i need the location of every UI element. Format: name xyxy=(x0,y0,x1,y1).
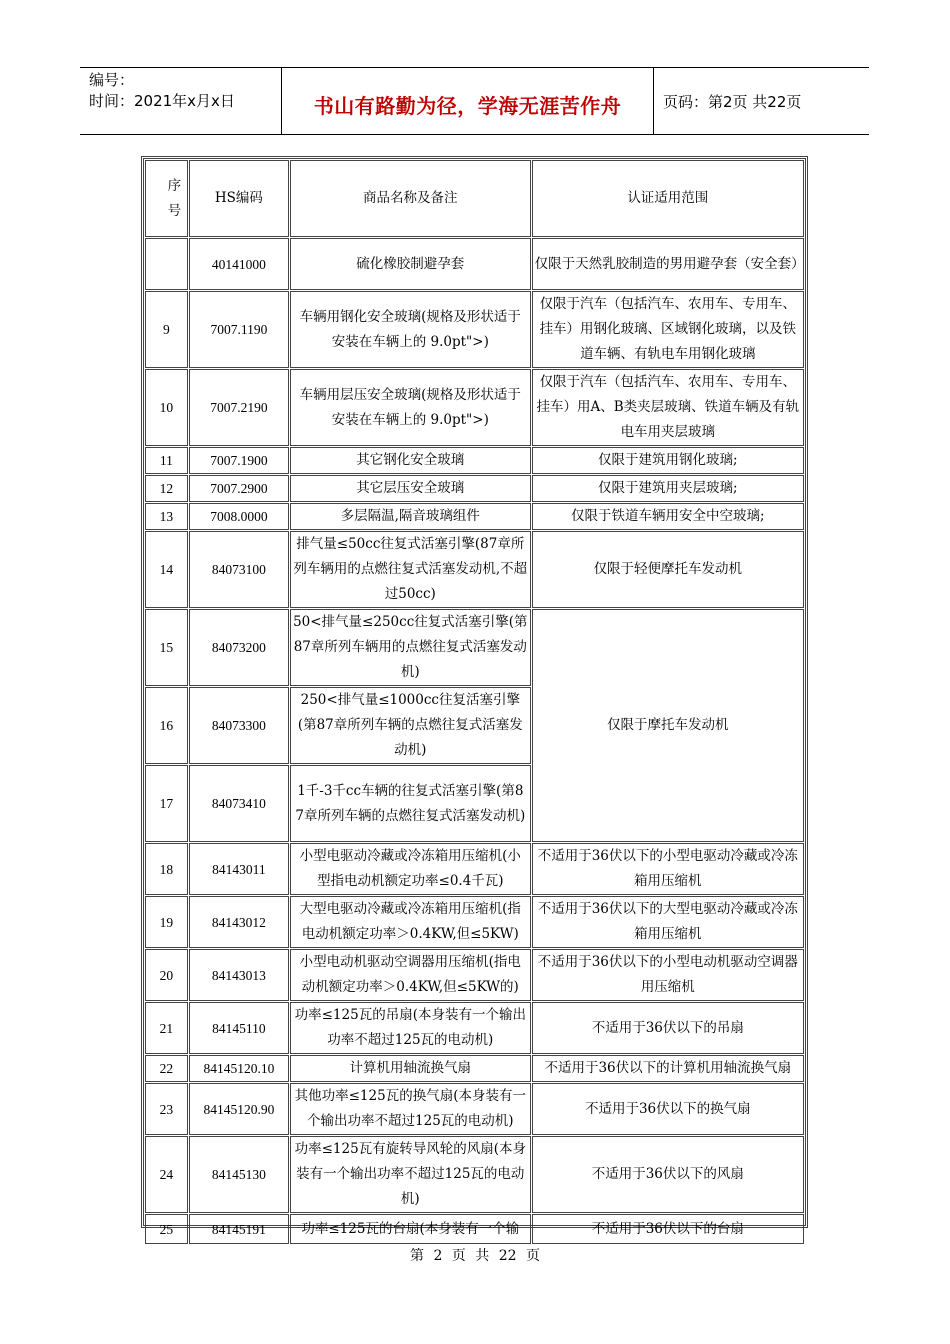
document-number-label: 编号： xyxy=(89,71,135,89)
row-scope: 仅限于建筑用夹层玻璃; xyxy=(532,475,804,502)
table-row xyxy=(145,896,804,948)
row-scope: 仅限于天然乳胶制造的男用避孕套（安全套） xyxy=(532,238,804,290)
table-row xyxy=(145,949,804,1001)
row-no: 12 xyxy=(145,475,188,502)
row-no: 23 xyxy=(145,1083,188,1135)
row-product-name: 1千-3千cc车辆的往复式活塞引擎(第87章所列车辆的点燃往复式活塞发动机) xyxy=(290,765,531,842)
row-no: 14 xyxy=(145,531,188,608)
row-scope: 不适用于36伏以下的换气扇 xyxy=(532,1083,804,1135)
column-header-hs-code: HS编码 xyxy=(189,160,289,237)
row-product-name: 小型电驱动冷藏或冷冻箱用压缩机(小型指电动机额定功率≤0.4千瓦) xyxy=(290,843,531,895)
row-hs-code: 84073200 xyxy=(189,609,289,686)
row-hs-code: 84073300 xyxy=(189,687,289,764)
row-product-name: 功率≤125瓦的吊扇(本身装有一个输出功率不超过125瓦的电动机) xyxy=(290,1002,531,1054)
table-row xyxy=(145,1002,804,1054)
row-hs-code: 7008.0000 xyxy=(189,503,289,530)
row-scope-merged: 仅限于摩托车发动机 xyxy=(532,609,804,842)
row-hs-code: 84143011 xyxy=(189,843,289,895)
row-product-name: 50<排气量≤250cc往复式活塞引擎(第87章所列车辆用的点燃往复式活塞发动机) xyxy=(290,609,531,686)
row-product-name: 250<排气量≤1000cc往复活塞引擎(第87章所列车辆的点燃往复式活塞发动机) xyxy=(290,687,531,764)
row-scope: 仅限于汽车（包括汽车、农用车、专用车、挂车）用钢化玻璃、区域钢化玻璃，以及铁道车辆、有轨电车用钢化玻璃 xyxy=(532,291,804,368)
row-product-name: 多层隔温,隔音玻璃组件 xyxy=(290,503,531,530)
header-page-code: 页码：第2页 共22页 xyxy=(663,92,802,111)
row-product-name: 车辆用钢化安全玻璃(规格及形状适于安装在车辆上的 9.0pt">) xyxy=(290,291,531,368)
table-row xyxy=(145,843,804,895)
row-scope: 仅限于轻便摩托车发动机 xyxy=(532,531,804,608)
table-row xyxy=(145,291,804,368)
row-scope: 仅限于铁道车辆用安全中空玻璃; xyxy=(532,503,804,530)
row-hs-code: 7007.1190 xyxy=(189,291,289,368)
row-no: 16 xyxy=(145,687,188,764)
row-no: 17 xyxy=(145,765,188,842)
row-scope: 仅限于建筑用钢化玻璃; xyxy=(532,447,804,474)
row-no: 22 xyxy=(145,1055,188,1082)
table-row xyxy=(145,238,804,290)
row-scope: 不适用于36伏以下的大型电驱动冷藏或冷冻箱用压缩机 xyxy=(532,896,804,948)
table-row xyxy=(145,447,804,474)
row-scope: 仅限于汽车（包括汽车、农用车、专用车、挂车）用A、B类夹层玻璃、铁道车辆及有轨电车用夹层玻璃 xyxy=(532,369,804,446)
row-no: 25 xyxy=(145,1214,188,1244)
table-row xyxy=(145,475,804,502)
row-hs-code: 7007.2190 xyxy=(189,369,289,446)
row-product-name: 车辆用层压安全玻璃(规格及形状适于安装在车辆上的 9.0pt">) xyxy=(290,369,531,446)
table-row xyxy=(145,369,804,446)
certification-table xyxy=(141,156,808,1237)
row-product-name: 其它层压安全玻璃 xyxy=(290,475,531,502)
table-row xyxy=(145,609,804,686)
column-header-no: 序号 xyxy=(145,160,188,237)
table-row xyxy=(145,531,804,608)
row-product-name: 其它钢化安全玻璃 xyxy=(290,447,531,474)
row-product-name: 排气量≤50cc往复式活塞引擎(87章所列车辆用的点燃往复式活塞发动机,不超过50cc) xyxy=(290,531,531,608)
row-hs-code: 84073100 xyxy=(189,531,289,608)
row-hs-code: 84143012 xyxy=(189,896,289,948)
column-header-scope: 认证适用范围 xyxy=(532,160,804,237)
table-row xyxy=(145,1083,804,1135)
row-hs-code: 7007.1900 xyxy=(189,447,289,474)
header-info xyxy=(80,68,281,134)
row-no: 20 xyxy=(145,949,188,1001)
page-header xyxy=(80,67,869,135)
row-product-name: 其他功率≤125瓦的换气扇(本身装有一个输出功率不超过125瓦的电动机) xyxy=(290,1083,531,1135)
table-row xyxy=(145,1214,804,1244)
row-no: 15 xyxy=(145,609,188,686)
row-product-name: 功率≤125瓦有旋转导风轮的风扇(本身装有一个输出功率不超过125瓦的电动机) xyxy=(290,1136,531,1213)
document-time-label: 时间：2021年x月x日 xyxy=(89,92,235,110)
row-hs-code: 84145120.10 xyxy=(189,1055,289,1082)
row-hs-code: 84073410 xyxy=(189,765,289,842)
row-product-name: 计算机用轴流换气扇 xyxy=(290,1055,531,1082)
row-scope: 不适用于36伏以下的小型电驱动冷藏或冷冻箱用压缩机 xyxy=(532,843,804,895)
row-scope: 不适用于36伏以下的计算机用轴流换气扇 xyxy=(532,1055,804,1082)
table-header-row xyxy=(145,160,804,237)
row-hs-code: 84145191 xyxy=(189,1214,289,1244)
column-header-product-name: 商品名称及备注 xyxy=(290,160,531,237)
row-hs-code: 84143013 xyxy=(189,949,289,1001)
row-scope: 不适用于36伏以下的小型电动机驱动空调器用压缩机 xyxy=(532,949,804,1001)
row-scope: 不适用于36伏以下的台扇 xyxy=(532,1214,804,1244)
row-no: 13 xyxy=(145,503,188,530)
row-no xyxy=(145,238,188,290)
table-row xyxy=(145,1136,804,1213)
row-product-name: 功率≤125瓦的台扇(本身装有一个输 xyxy=(290,1214,531,1244)
page-footer: 第 2 页 共 22 页 xyxy=(410,1248,540,1264)
row-scope: 不适用于36伏以下的风扇 xyxy=(532,1136,804,1213)
row-hs-code: 84145110 xyxy=(189,1002,289,1054)
row-product-name: 硫化橡胶制避孕套 xyxy=(290,238,531,290)
row-scope: 不适用于36伏以下的吊扇 xyxy=(532,1002,804,1054)
row-hs-code: 40141000 xyxy=(189,238,289,290)
row-no: 9 xyxy=(145,291,188,368)
row-hs-code: 84145130 xyxy=(189,1136,289,1213)
row-no: 10 xyxy=(145,369,188,446)
row-no: 19 xyxy=(145,896,188,948)
row-no: 21 xyxy=(145,1002,188,1054)
row-no: 24 xyxy=(145,1136,188,1213)
row-product-name: 小型电动机驱动空调器用压缩机(指电动机额定功率＞0.4KW,但≤5KW的) xyxy=(290,949,531,1001)
row-hs-code: 84145120.90 xyxy=(189,1083,289,1135)
table-row xyxy=(145,503,804,530)
row-product-name: 大型电驱动冷藏或冷冻箱用压缩机(指电动机额定功率＞0.4KW,但≤5KW) xyxy=(290,896,531,948)
row-hs-code: 7007.2900 xyxy=(189,475,289,502)
header-motto: 书山有路勤为径，学海无涯苦作舟 xyxy=(281,68,654,134)
row-no: 18 xyxy=(145,843,188,895)
table-row xyxy=(145,1055,804,1082)
row-no: 11 xyxy=(145,447,188,474)
